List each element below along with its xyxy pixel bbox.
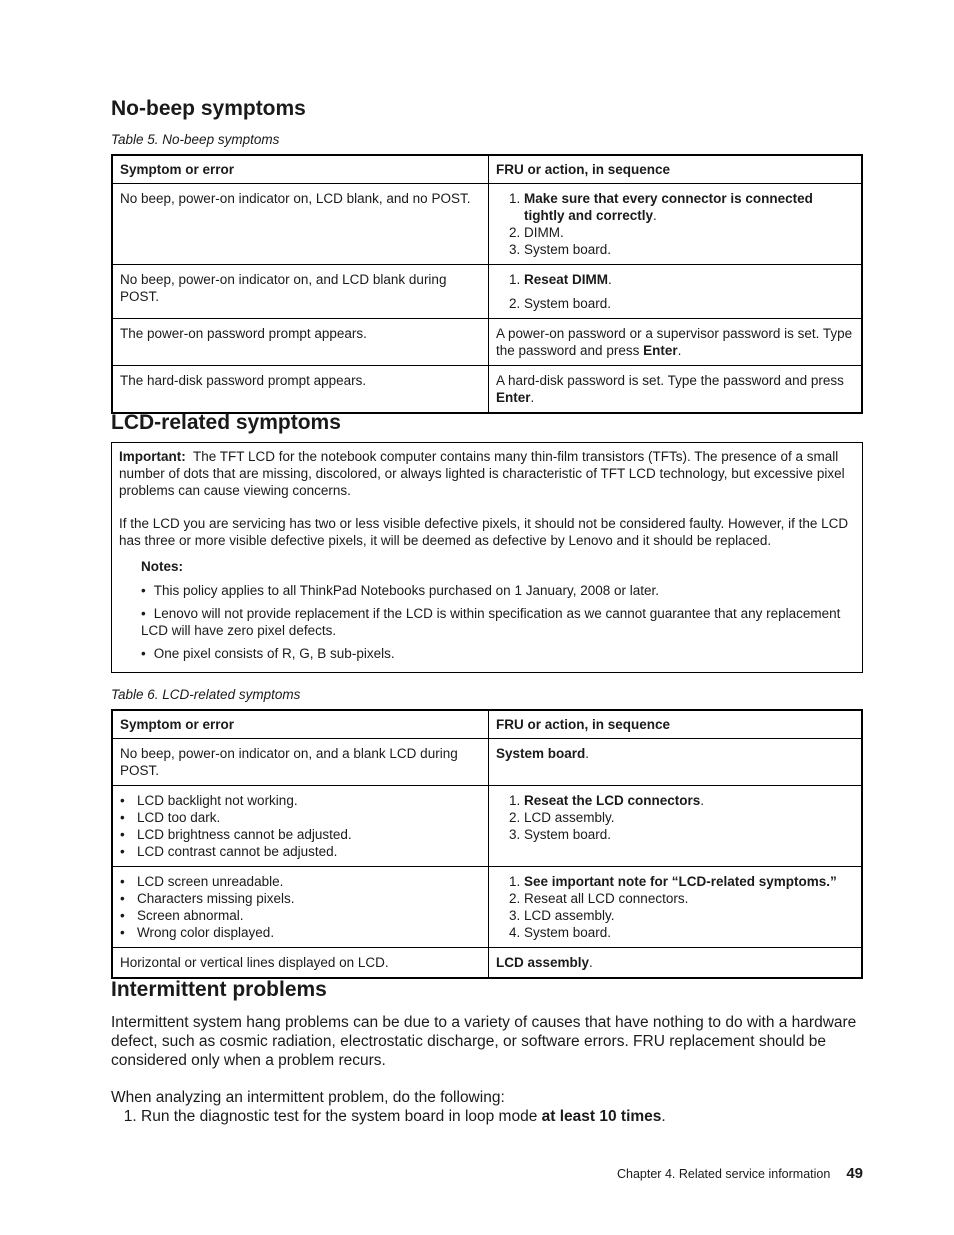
action-step: 3. LCD assembly. xyxy=(524,907,854,924)
action-cell: A power-on password or a supervisor password is set. Type the password and press Enter. xyxy=(489,319,863,366)
page-footer xyxy=(111,1165,863,1182)
intermittent-paragraph: Intermittent system hang problems can be due to a variety of causes that have nothing to do with a hardware defect, such as cosmic radiation, electrostatic discharge, or software errors. FRU replacement should be considered only when a problem recurs. xyxy=(111,1014,857,1069)
defective-pixels-paragraph: If the LCD you are servicing has two or less visible defective pixels, it should not be considered faulty. However, if the LCD has three or more visible defective pixels, it will be deemed as defective by Lenovo and it should be replaced. xyxy=(119,516,849,548)
chapter-label: Chapter 4. Related service information xyxy=(617,1167,831,1181)
action-cell: A hard-disk password is set. Type the password and press Enter. xyxy=(489,366,863,414)
action-step: 1. Reseat the LCD connectors. xyxy=(524,792,854,809)
header-symptom: Symptom or error xyxy=(112,155,489,184)
action-cell: System board. xyxy=(489,739,863,786)
action-cell: LCD assembly. xyxy=(489,948,863,979)
important-note-box xyxy=(111,442,863,673)
action-step: 4. System board. xyxy=(524,924,854,941)
header-symptom: Symptom or error xyxy=(112,710,489,739)
table-row xyxy=(112,786,862,867)
action-step: 1. See important note for “LCD-related symptoms.” xyxy=(524,873,854,890)
symptom-item: • Screen abnormal. xyxy=(120,907,481,924)
header-fru-action: FRU or action, in sequence xyxy=(489,155,863,184)
symptom-item: • LCD too dark. xyxy=(120,809,481,826)
symptom-cell xyxy=(112,867,489,948)
action-step: 2. DIMM. xyxy=(524,224,854,241)
table-row xyxy=(112,366,862,414)
symptom-cell: The hard-disk password prompt appears. xyxy=(112,366,489,414)
symptom-item: • LCD screen unreadable. xyxy=(120,873,481,890)
symptom-item: • LCD backlight not working. xyxy=(120,792,481,809)
page-number: 49 xyxy=(846,1165,863,1182)
analyzing-paragraph: When analyzing an intermittent problem, do the following: xyxy=(111,1089,505,1106)
action-cell xyxy=(489,184,863,265)
table-header-row xyxy=(112,155,862,184)
table5-caption: Table 5. No-beep symptoms xyxy=(111,132,280,147)
table-row xyxy=(112,184,862,265)
important-label: Important: xyxy=(119,449,186,464)
table-lcd-related-symptoms xyxy=(111,709,863,979)
action-cell xyxy=(489,786,863,867)
table-row xyxy=(112,319,862,366)
table6-caption: Table 6. LCD-related symptoms xyxy=(111,687,301,702)
action-step: 1. Make sure that every connector is connected tightly and correctly. xyxy=(524,190,854,224)
action-step: 2. LCD assembly. xyxy=(524,809,854,826)
symptom-cell: No beep, power-on indicator on, LCD blank, and no POST. xyxy=(112,184,489,265)
notes-list xyxy=(119,582,855,662)
note-item: • This policy applies to all ThinkPad Notebooks purchased on 1 January, 2008 or later. xyxy=(141,582,855,599)
symptom-item: • LCD brightness cannot be adjusted. xyxy=(120,826,481,843)
action-step: 1. Reseat DIMM. xyxy=(524,271,854,288)
note-item: • One pixel consists of R, G, B sub-pixels. xyxy=(141,645,855,662)
symptom-item: • Wrong color displayed. xyxy=(120,924,481,941)
action-cell xyxy=(489,265,863,319)
note-item: • Lenovo will not provide replacement if the LCD is within specification as we cannot guarantee that any replacement LCD will have zero pixel defects. xyxy=(141,605,855,639)
action-step: 3. System board. xyxy=(524,241,854,258)
header-fru-action: FRU or action, in sequence xyxy=(489,710,863,739)
table-row xyxy=(112,867,862,948)
table-no-beep-symptoms xyxy=(111,154,863,414)
symptom-cell: Horizontal or vertical lines displayed on LCD. xyxy=(112,948,489,979)
important-paragraph: Important: The TFT LCD for the notebook computer contains many thin-film transistors (TFTs). The presence of a small number of dots that are missing, discolored, or always lighted is characteristic of TFT LCD technology, but excessive pixel problems can cause viewing concerns. xyxy=(119,449,845,498)
table-header-row xyxy=(112,710,862,739)
symptom-cell: The power-on password prompt appears. xyxy=(112,319,489,366)
symptom-cell: No beep, power-on indicator on, and LCD blank during POST. xyxy=(112,265,489,319)
table-row xyxy=(112,265,862,319)
intermittent-body xyxy=(111,1013,863,1126)
heading-lcd-related-symptoms: LCD-related symptoms xyxy=(111,411,341,434)
heading-intermittent-problems: Intermittent problems xyxy=(111,978,327,1001)
table-row xyxy=(112,948,862,979)
symptom-cell xyxy=(112,786,489,867)
table-row xyxy=(112,739,862,786)
action-step: 2. System board. xyxy=(524,295,854,312)
action-cell xyxy=(489,867,863,948)
heading-no-beep-symptoms: No-beep symptoms xyxy=(111,97,306,120)
procedure-step: 1. Run the diagnostic test for the system board in loop mode at least 10 times. xyxy=(141,1107,863,1126)
symptom-item: • Characters missing pixels. xyxy=(120,890,481,907)
action-step: 2. Reseat all LCD connectors. xyxy=(524,890,854,907)
symptom-item: • LCD contrast cannot be adjusted. xyxy=(120,843,481,860)
action-step: 3. System board. xyxy=(524,826,854,843)
symptom-cell: No beep, power-on indicator on, and a blank LCD during POST. xyxy=(112,739,489,786)
notes-label: Notes: xyxy=(141,559,184,574)
